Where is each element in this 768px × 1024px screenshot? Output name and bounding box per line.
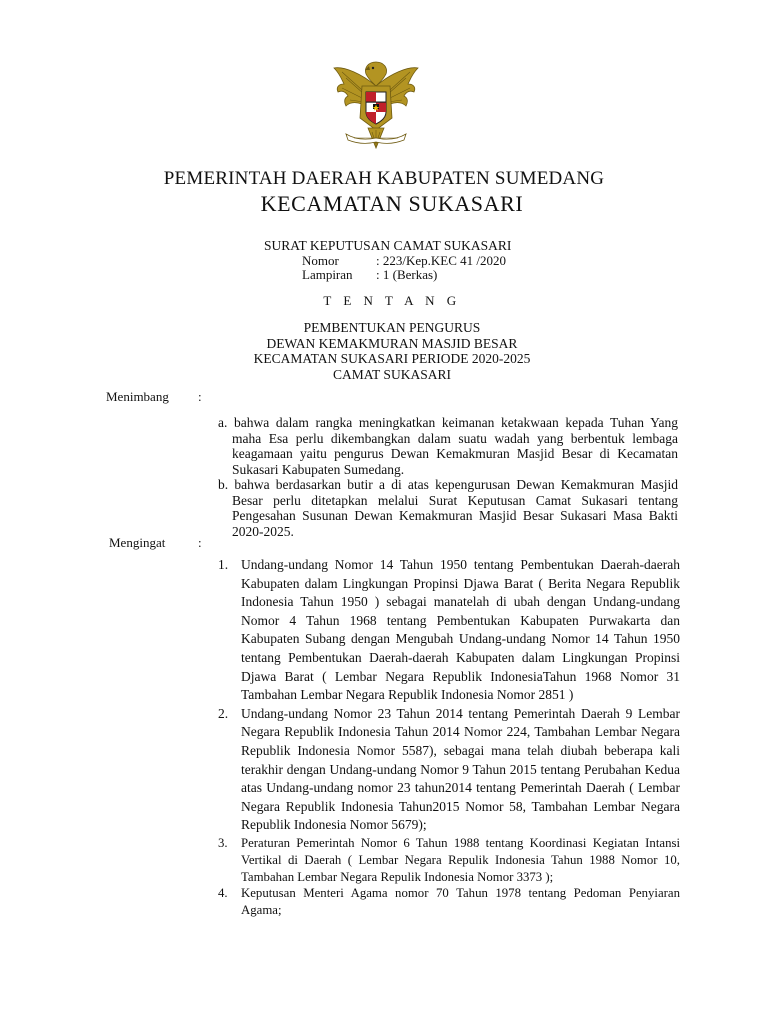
list-item	[218, 556, 680, 705]
subject-block	[0, 320, 768, 382]
menimbang-item-a-text: a. bahwa dalam rangka meningkatkan keimanan ketakwaan kepada Tuhan Yang maha Esa perlu dikembangkan dalam suatu wadah yang berbentuk lembaga keagamaan yaitu pengurus Dewan Kemakmuran Masjid Besar di Kecamatan Sukasari Kabupaten Sumedang.	[218, 415, 678, 477]
list-item-number: 1.	[218, 557, 229, 572]
subject-line-4: CAMAT SUKASARI	[333, 366, 451, 382]
list-item-text: Peraturan Pemerintah Nomor 6 Tahun 1988 tentang Koordinasi Kegiatan Intansi Vertikal di Daerah ( Lembar Negara Repulik Indonesia Tahun 1988 Nomor 10, Tambahan Lembar Negara Repulik Indonesia Nomor 3373 );	[241, 835, 680, 884]
mengingat-label: Mengingat	[109, 535, 166, 550]
decree-number-value: : 223/Kep.KEC 41 /2020	[376, 253, 506, 268]
list-item-text: Keputusan Menteri Agama nomor 70 Tahun 1978 tentang Pedoman Penyiaran Agama;	[241, 886, 680, 918]
list-item-number: 3.	[218, 835, 228, 850]
menimbang-item-b	[218, 477, 678, 539]
subject-line-2: DEWAN KEMAKMURAN MASJID BESAR	[266, 335, 518, 351]
list-item-number: 4.	[218, 886, 228, 901]
mengingat-colon: :	[198, 535, 202, 550]
decree-attachment-row	[302, 267, 437, 283]
decree-attachment-value: : 1 (Berkas)	[376, 267, 438, 282]
list-item-text: Undang-undang Nomor 23 Tahun 2014 tentang Pemerintah Daerah 9 Lembar Negara Republik Indonesia Tahun 2014 Nomor 224, Tambahan Lembar Negara Republik Indonesia Nomor 5587), sebagai mana telah diubah beberapa kali terakhir dengan Undang-undang Nomor 9 Tahun 2015 tentang Perubahan Kedua atas Undang-undang nomor 23 tahun2014 tentang Pemerintah Daerah ( Lembar Negara Republik Indonesia Tahun2015 Nomor 58, Tambahan Lembar Negara Republik Indonesia Nomor 5679);	[241, 705, 680, 833]
subject-line-3: KECAMATAN SUKASARI PERIODE 2020-2025	[253, 351, 531, 366]
list-item	[218, 835, 680, 885]
decree-attachment-label: Lampiran	[302, 267, 353, 282]
list-item-text: Undang-undang Nomor 14 Tahun 1950 tentang Pembentukan Daerah-daerah Kabupaten dalam Lingkungan Propinsi Djawa Barat ( Berita Negara Republik Indonesia Tahun 1950 ) sebagai manatelah di ubah dengan Undang-undang Nomor 4 Tahun 1968 tentang Pembentukan Kabupaten Purwakarta dan Kabupaten Subang dengan Mengubah Undang-undang Nomor 14 Tahun 1950 tentang Pembentukan Daerah-daerah Kabupaten dalam Lingkungan Propinsi Djawa Barat ( Lembar Negara Republik IndonesiaTahun 1968 Nomor 31 Tambahan Lembar Negara Republik Indonesia Nomor 2851 )	[241, 557, 680, 703]
list-item	[218, 885, 680, 919]
menimbang-colon: :	[198, 389, 202, 404]
menimbang-item-a	[218, 415, 678, 477]
list-item	[218, 705, 680, 835]
menimbang-item-b-text: b. bahwa berdasarkan butir a di atas kepengurusan Dewan Kemakmuran Masjid Besar perlu ditetapkan melalui Surat Keputusan Camat Sukasari tentang Pengesahan Susunan Dewan Kemakmuran Masjid Besar Sukasari Masa Bakti 2020-2025.	[218, 477, 678, 539]
mengingat-list	[218, 556, 680, 919]
tentang-heading: T E N T A N G	[323, 293, 461, 308]
menimbang-label: Menimbang	[106, 389, 169, 404]
subject-line-1: PEMBENTUKAN PENGURUS	[303, 320, 481, 335]
decree-title: SURAT KEPUTUSAN CAMAT SUKASARI	[264, 238, 512, 253]
government-heading: PEMERINTAH DAERAH KABUPATEN SUMEDANG	[163, 168, 605, 189]
list-item-number: 2.	[218, 705, 229, 721]
garuda-emblem-icon	[332, 56, 420, 152]
decree-number-label: Nomor	[302, 253, 339, 268]
district-heading: KECAMATAN SUKASARI	[260, 191, 524, 216]
